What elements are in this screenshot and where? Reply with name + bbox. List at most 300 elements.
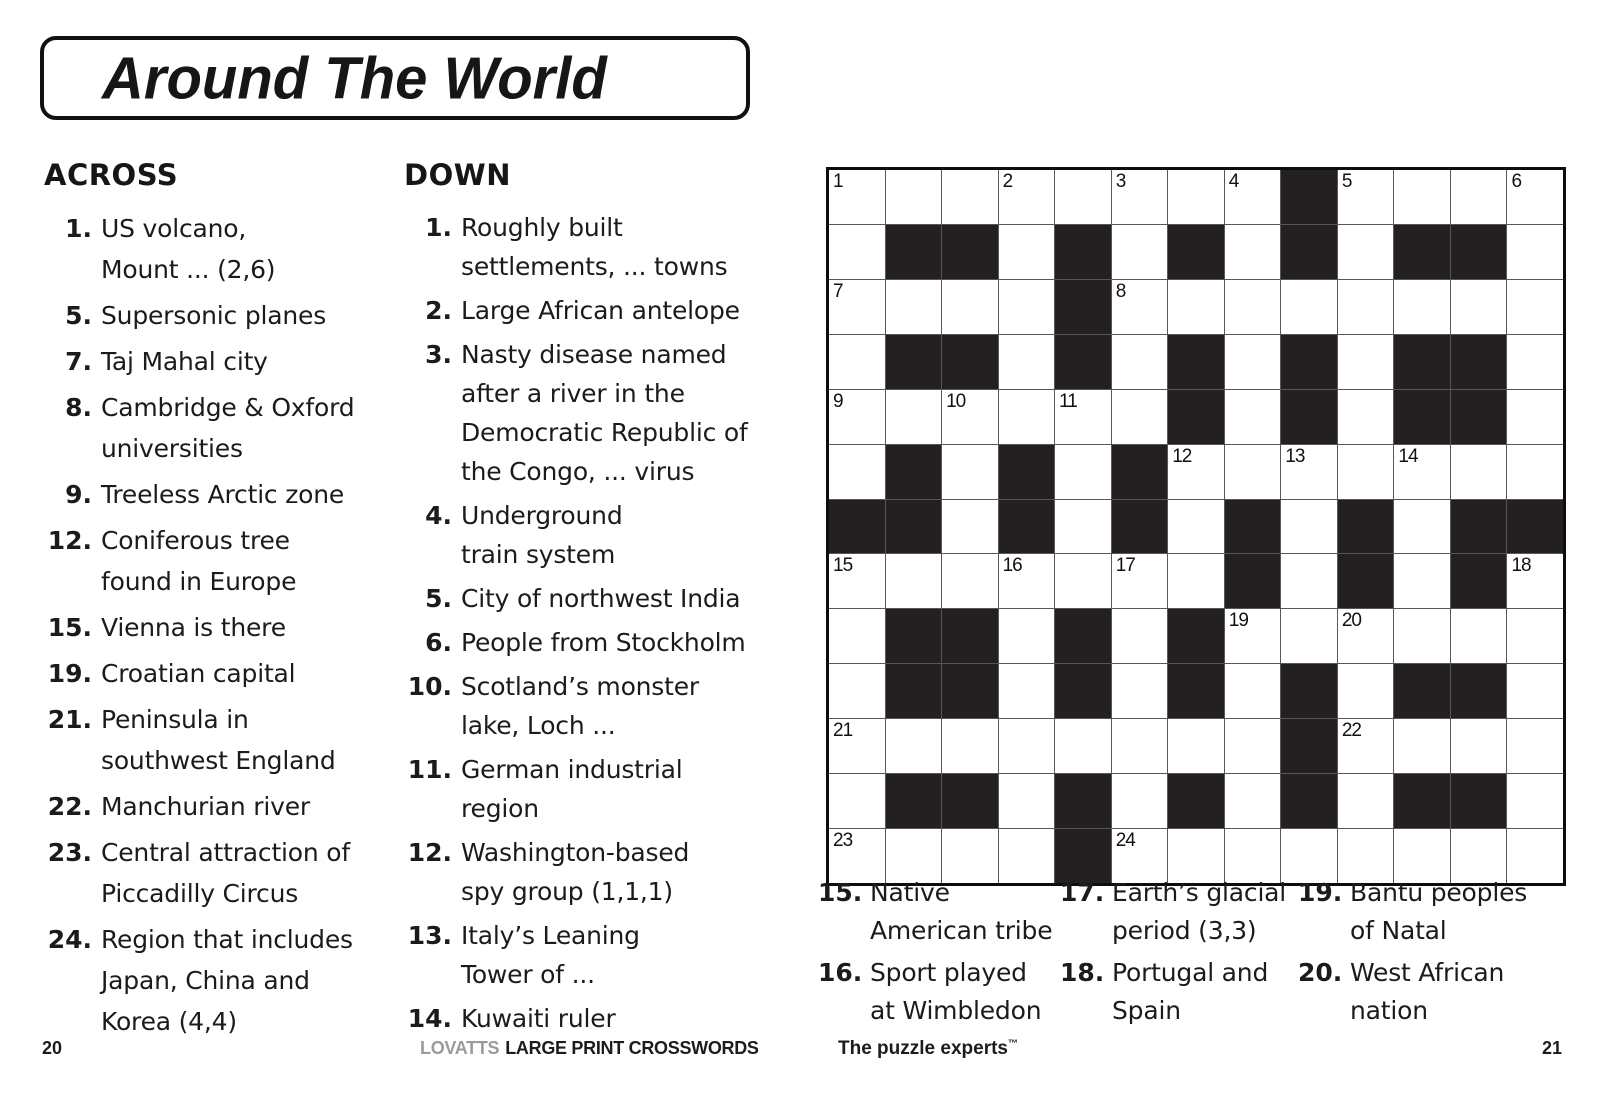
grid-cell[interactable] [1225,719,1281,773]
grid-cell-black [1338,500,1394,554]
clue [1298,874,1578,950]
grid-cell[interactable] [829,170,885,224]
footer-brand-series: LARGE PRINT CROSSWORDS [505,1038,759,1058]
grid-cell[interactable] [1338,280,1394,334]
grid-cell[interactable] [1112,774,1168,828]
clue-text-line: Portugal and [1112,958,1269,987]
clue-text-line: at Wimbledon [870,996,1042,1025]
down-heading: DOWN [404,158,511,192]
clue [404,579,808,618]
grid-cell[interactable] [1338,445,1394,499]
grid-cell[interactable] [1281,609,1337,663]
clue-text-line: southwest England [101,746,336,775]
grid-cell[interactable] [1112,225,1168,279]
clue [404,623,808,662]
grid-cell[interactable] [999,719,1055,773]
grid-cell-black [886,225,942,279]
grid-cell[interactable] [886,390,942,444]
clue-text-line: Peninsula in [101,705,249,734]
puzzle-title-box [40,36,750,120]
clue-text-line: nation [1350,996,1428,1025]
grid-cell[interactable] [999,390,1055,444]
bottom-clues-column-2 [1060,874,1298,1034]
clue-number: 4. [425,501,452,530]
grid-cell[interactable] [1055,500,1111,554]
clue-text [461,667,808,745]
clue-number: 24. [47,925,92,954]
clue-text [461,833,808,911]
clue-number: 1. [65,214,92,243]
grid-cell[interactable] [829,774,885,828]
grid-cell[interactable] [1112,554,1168,608]
grid-cell[interactable] [1507,774,1563,828]
grid-cell[interactable] [1225,225,1281,279]
grid-cell[interactable] [1507,170,1563,224]
clue-number: 10. [407,672,452,701]
clue [1060,874,1298,950]
clue-number: 11. [407,755,452,784]
clue-text [461,291,808,330]
clue-text [101,699,398,781]
grid-cell[interactable] [942,170,998,224]
grid-cell[interactable] [1281,445,1337,499]
cell-number: 17 [1115,555,1135,577]
clue-text-line: American tribe [870,916,1053,945]
clue-text-line: Manchurian river [101,792,310,821]
grid-cell[interactable] [1394,609,1450,663]
clue-text [101,474,398,515]
clue-text-line: train system [461,540,616,569]
grid-cell[interactable] [1055,170,1111,224]
grid-cell-black [1338,554,1394,608]
clue-number: 3. [425,340,452,369]
grid-cell[interactable] [1112,170,1168,224]
grid-cell[interactable] [942,445,998,499]
grid-cell[interactable] [1225,664,1281,718]
grid-cell[interactable] [1112,609,1168,663]
cell-number: 8 [1115,280,1126,302]
grid-cell-black [1168,335,1224,389]
grid-cell[interactable] [829,719,885,773]
grid-cell[interactable] [1394,280,1450,334]
grid-cell-black [1451,554,1507,608]
grid-cell[interactable] [942,554,998,608]
clue-text [1112,954,1298,1030]
bottom-clues-column-3 [1298,874,1578,1034]
clue-text-line: Democratic Republic of [461,418,748,447]
grid-cell-black [886,664,942,718]
clue-text-line: Scotland’s monster [461,672,699,701]
clue [404,916,808,994]
grid-cell[interactable] [1168,500,1224,554]
grid-cell[interactable] [942,500,998,554]
clue [44,520,398,602]
clue-number: 20. [1298,958,1343,987]
clue-text [101,387,398,469]
clue-text [1350,954,1578,1030]
clue-text-line: Spain [1112,996,1181,1025]
clue-text [461,623,808,662]
clue [44,387,398,469]
clue-text [870,874,1060,950]
clue-text [1112,874,1298,950]
grid-cell[interactable] [1281,500,1337,554]
clue-text-line: Sport played [870,958,1027,987]
grid-cell[interactable] [886,280,942,334]
clue-text-line: of Natal [1350,916,1447,945]
grid-cell[interactable] [1112,335,1168,389]
footer-brand-lovatts: LOVATTS [420,1038,500,1058]
grid-cell[interactable] [999,280,1055,334]
cell-number: 1 [833,171,843,192]
clue-text-line: the Congo, ... virus [461,457,695,486]
grid-cell-black [1225,554,1281,608]
grid-cell[interactable] [999,609,1055,663]
grid-cell-black [1451,500,1507,554]
clue-number: 19. [1298,878,1343,907]
clue-text-line: found in Europe [101,567,297,596]
clue-number: 17. [1060,878,1105,907]
grid-cell[interactable] [999,225,1055,279]
clue-number: 8. [65,393,92,422]
grid-cell[interactable] [1451,719,1507,773]
grid-cell[interactable] [1338,664,1394,718]
clue-number: 22. [47,792,92,821]
clue [404,999,808,1038]
grid-cell[interactable] [999,335,1055,389]
clue [818,874,1060,950]
grid-cell[interactable] [1338,719,1394,773]
clue-number: 13. [407,921,452,950]
clue-text-line: West African [1350,958,1505,987]
grid-cell[interactable] [1338,225,1394,279]
grid-cell-black [1451,774,1507,828]
cell-number: 16 [1002,555,1022,577]
clue [44,832,398,914]
clue-number: 5. [65,301,92,330]
grid-cell[interactable] [829,664,885,718]
clue-text-line: Coniferous tree [101,526,290,555]
clue [44,474,398,515]
grid-cell[interactable] [829,390,885,444]
clue-text [101,786,398,827]
clue-text-line: Mount ... (2,6) [101,255,276,284]
grid-cell-black [1394,664,1450,718]
grid-cell[interactable] [1225,335,1281,389]
grid-cell-black [1055,664,1111,718]
grid-cell-black [886,445,942,499]
clue-number: 15. [47,613,92,642]
cell-number: 22 [1341,720,1361,742]
clue-text-line: Piccadilly Circus [101,879,299,908]
across-clues-list [44,208,398,1042]
clue-text-line: Treeless Arctic zone [101,480,345,509]
grid-cell-black [1281,225,1337,279]
grid-cell[interactable] [1281,554,1337,608]
grid-cell[interactable] [999,664,1055,718]
clue-text [101,607,398,648]
grid-cell-black [1055,774,1111,828]
grid-cell[interactable] [1507,719,1563,773]
clue [44,653,398,694]
clue-number: 1. [425,213,452,242]
clue [44,699,398,781]
trademark-symbol: ™ [1008,1038,1018,1050]
grid-cell-black [1055,280,1111,334]
grid-cell-black [1394,390,1450,444]
grid-cell-black [1394,225,1450,279]
grid-cell-black [1225,500,1281,554]
grid-cell[interactable] [1055,719,1111,773]
cell-number: 10 [946,390,966,412]
grid-cell-black [1281,335,1337,389]
clue-text-line: lake, Loch ... [461,711,616,740]
clue-text-line: Taj Mahal city [101,347,268,376]
clue [404,833,808,911]
cell-number: 3 [1115,171,1126,192]
clue [44,919,398,1042]
grid-cell-black [1394,335,1450,389]
grid-cell[interactable] [1338,335,1394,389]
across-heading: ACROSS [44,158,179,192]
grid-cell[interactable] [1451,170,1507,224]
grid-cell-black [1055,225,1111,279]
grid-cell-black [1451,390,1507,444]
grid-cell[interactable] [1507,445,1563,499]
grid-cell[interactable] [1507,664,1563,718]
grid-cell[interactable] [1225,280,1281,334]
grid-cell[interactable] [1451,445,1507,499]
grid-cell-black [1281,774,1337,828]
clue-text-line: Vienna is there [101,613,286,642]
grid-cell[interactable] [886,554,942,608]
clue-text [101,208,398,290]
grid-cell[interactable] [1112,719,1168,773]
grid-cell-black [1055,609,1111,663]
grid-cell[interactable] [1168,280,1224,334]
clue-number: 2. [425,296,452,325]
clue-text-line: Croatian capital [101,659,296,688]
clue-text-line: Washington-based [461,838,690,867]
clue-text-line: Tower of ... [461,960,595,989]
grid-cell-black [1451,225,1507,279]
clue-number: 15. [818,878,863,907]
clue-number: 14. [407,1004,452,1033]
grid-cell[interactable] [942,390,998,444]
grid-cell[interactable] [1451,609,1507,663]
clue-text-line: region [461,794,539,823]
grid-cell-black [1394,774,1450,828]
cell-number: 14 [1398,445,1418,467]
across-clues-column [44,158,398,1047]
grid-cell-black [1281,390,1337,444]
clue-text [101,919,398,1042]
grid-cell-black [1112,445,1168,499]
clue-text-line: US volcano, [101,214,247,243]
clue-text-line: Region that includes [101,925,353,954]
grid-cell[interactable] [1225,445,1281,499]
cell-number: 5 [1341,171,1352,192]
clue [404,667,808,745]
grid-cell[interactable] [999,774,1055,828]
grid-cell[interactable] [1055,445,1111,499]
clue-text [101,520,398,602]
grid-cell[interactable] [1394,445,1450,499]
puzzle-title: Around The World [102,44,607,112]
clue-text-line: Bantu peoples [1350,878,1528,907]
grid-cell-black [829,500,885,554]
grid-cell[interactable] [1168,170,1224,224]
grid-cell[interactable] [1338,609,1394,663]
grid-cell[interactable] [1507,390,1563,444]
grid-cell[interactable] [829,609,885,663]
clue-text-line: Central attraction of [101,838,350,867]
bottom-clues-column-1 [818,874,1060,1034]
cell-number: 19 [1228,610,1248,632]
clue [44,341,398,382]
cell-number: 11 [1059,390,1077,412]
clue [44,786,398,827]
grid-cell-black [1168,609,1224,663]
grid-cell[interactable] [1225,170,1281,224]
clue-text-line: Kuwaiti ruler [461,1004,616,1033]
grid-cell[interactable] [1168,445,1224,499]
clue-text-line: Large African antelope [461,296,740,325]
grid-cell-black [1281,719,1337,773]
clue-text-line: after a river in the [461,379,685,408]
footer-right-page-number: 21 [1541,1038,1562,1058]
grid-cell-black [999,500,1055,554]
clue-number: 19. [47,659,92,688]
clue-text-line: universities [101,434,243,463]
clue-text-line: Cambridge & Oxford [101,393,355,422]
grid-cell-black [942,225,998,279]
grid-cell[interactable] [886,170,942,224]
grid-cell[interactable] [1112,664,1168,718]
crossword-grid [826,167,1566,886]
clue [404,208,808,286]
clue-text-line: Nasty disease named [461,340,727,369]
cell-number: 4 [1228,171,1239,192]
clue-number: 5. [425,584,452,613]
clue-text-line: People from Stockholm [461,628,746,657]
cell-number: 21 [833,720,853,742]
grid-cell[interactable] [829,554,885,608]
grid-cell[interactable] [1394,500,1450,554]
grid-cell[interactable] [829,280,885,334]
grid-cell[interactable] [1507,335,1563,389]
clue-text [101,832,398,914]
grid-cell[interactable] [1507,609,1563,663]
grid-cell[interactable] [1394,170,1450,224]
clue [44,208,398,290]
clue-text [461,916,808,994]
clue-number: 16. [818,958,863,987]
grid-cell[interactable] [1451,280,1507,334]
grid-cell-black [1168,390,1224,444]
grid-cell-black [999,445,1055,499]
footer-brand [420,1038,759,1059]
clue-text-line: Korea (4,4) [101,1007,237,1036]
grid-cell[interactable] [1055,390,1111,444]
grid-cell[interactable] [1225,774,1281,828]
grid-cell-black [942,664,998,718]
grid-cell[interactable] [829,225,885,279]
grid-cell[interactable] [1225,609,1281,663]
grid-cell-black [942,774,998,828]
grid-cell[interactable] [1281,280,1337,334]
clue [44,607,398,648]
clue-text [1350,874,1578,950]
grid-cell[interactable] [1225,390,1281,444]
grid-cell-black [1055,335,1111,389]
grid-cell[interactable] [1338,170,1394,224]
clue-text [101,653,398,694]
grid-cell[interactable] [829,335,885,389]
grid-cell[interactable] [1507,554,1563,608]
grid-cell[interactable] [1055,554,1111,608]
cell-number: 12 [1172,445,1192,467]
grid-cell[interactable] [1168,719,1224,773]
down-clues-column [404,158,808,1043]
down-clues-list [404,208,808,1038]
grid-cell[interactable] [942,280,998,334]
grid-cell-black [1112,500,1168,554]
clue-text-line: period (3,3) [1112,916,1257,945]
clue-text [101,341,398,382]
grid-cell-black [1451,664,1507,718]
clue-number: 18. [1060,958,1105,987]
clue-text-line: Underground [461,501,623,530]
clue [404,750,808,828]
grid-cell[interactable] [1112,390,1168,444]
grid-cell[interactable] [886,719,942,773]
grid-cell[interactable] [1507,280,1563,334]
clue-text-line: Earth’s glacial [1112,878,1287,907]
clue-text-line: Roughly built [461,213,623,242]
cell-number: 18 [1511,555,1531,577]
clue [404,335,808,491]
grid-cell[interactable] [1168,554,1224,608]
grid-cell[interactable] [999,554,1055,608]
grid-cell[interactable] [1338,390,1394,444]
cell-number: 6 [1511,171,1522,192]
grid-cell[interactable] [999,170,1055,224]
clue-text [461,579,808,618]
clue [404,496,808,574]
grid-cell-black [1507,500,1563,554]
clue-text-line: City of northwest India [461,584,741,613]
grid-cell-black [886,609,942,663]
grid-cell[interactable] [1394,554,1450,608]
clue [44,295,398,336]
grid-cell[interactable] [1112,280,1168,334]
grid-cell[interactable] [1394,719,1450,773]
grid-cell[interactable] [1338,774,1394,828]
clue-text [870,954,1060,1030]
grid-cell-black [1451,335,1507,389]
grid-cell[interactable] [829,445,885,499]
clue-text [461,750,808,828]
clue [404,291,808,330]
clue-text [101,295,398,336]
cell-number: 13 [1285,445,1305,467]
grid-cell[interactable] [1507,225,1563,279]
grid-cell[interactable] [942,719,998,773]
cell-number: 2 [1002,171,1013,192]
clue [1060,954,1298,1030]
footer-tagline: The puzzle experts™ [838,1038,1018,1059]
